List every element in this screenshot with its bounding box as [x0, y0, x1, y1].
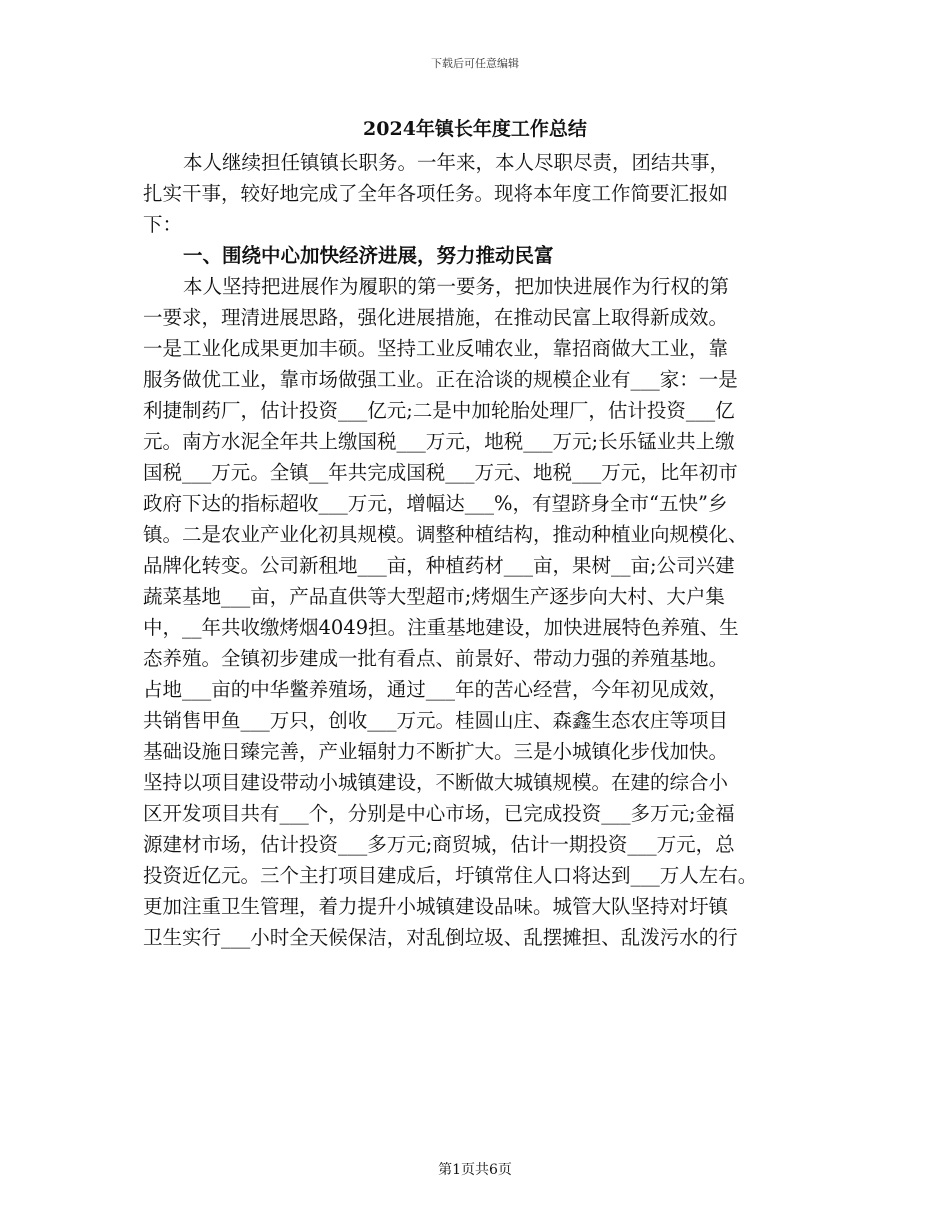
paragraph-line: 一要求，理清进展思路，强化进展措施，在推动民富上取得新成效。 [143, 306, 729, 329]
paragraph-line: 服务做优工业，靠市场做强工业。正在洽谈的规模企业有___家：一是 [143, 368, 738, 391]
paragraph-line: 本人坚持把进展作为履职的第一要务，把加快进展作为行权的第 [183, 275, 730, 298]
paragraph-line: 品牌化转变。公司新租地___亩，种植药材___亩，果树__亩;公司兴建 [143, 554, 735, 577]
paragraph-line: 本人继续担任镇镇长职务。一年来，本人尽职尽责，团结共事， [183, 151, 730, 174]
paragraph-line: 中，__年共收缴烤烟4049担。注重基地建设，加快进展特色养殖、生 [143, 616, 739, 639]
paragraph-line: 利捷制药厂，估计投资___亿元;二是中加轮胎处理厂，估计投资___亿 [143, 399, 735, 422]
paragraph-line: 态养殖。全镇初步建成一批有看点、前景好、带动力强的养殖基地。 [143, 647, 729, 670]
paragraph-line: 蔬菜基地___亩，产品直供等大型超市;烤烟生产逐步向大村、大户集 [143, 585, 725, 608]
document-title: 2024年镇长年度工作总结 [363, 118, 587, 140]
paragraph-line: 镇。二是农业产业化初具规模。调整种植结构，推动种植业向规模化、 [143, 523, 748, 546]
paragraph-line: 元。南方水泥全年共上缴国税___万元，地税___万元;长乐锰业共上缴 [143, 430, 735, 453]
document-body [143, 147, 823, 953]
paragraph-line: 基础设施日臻完善，产业辐射力不断扩大。三是小城镇化步伐加快。 [143, 740, 729, 763]
paragraph-line: 更加注重卫生管理，着力提升小城镇建设品味。城管大队坚持对圩镇 [143, 895, 729, 918]
page-number: 第1页共6页 [438, 1162, 512, 1178]
paragraph-line: 扎实干事，较好地完成了全年各项任务。现将本年度工作简要汇报如 [143, 182, 729, 205]
paragraph-line: 共销售甲鱼___万只，创收___万元。桂圆山庄、森鑫生态农庄等项目 [143, 709, 729, 732]
paragraph-line: 一是工业化成果更加丰硕。坚持工业反哺农业，靠招商做大工业，靠 [143, 337, 729, 360]
paragraph-line: 区开发项目共有___个，分别是中心市场，已完成投资___多万元;金福 [143, 802, 735, 825]
paragraph-line: 政府下达的指标超收___万元，增幅达___%，有望跻身全市“五快”乡 [143, 492, 728, 515]
section-heading: 一、围绕中心加快经济进展，努力推动民富 [183, 244, 554, 267]
paragraph-line: 占地___亩的中华鳖养殖场，通过___年的苦心经营，今年初见成效， [143, 678, 729, 701]
header-note: 下载后可任意编辑 [431, 57, 519, 70]
paragraph-line: 下： [143, 213, 183, 236]
paragraph-line: 卫生实行___小时全天候保洁，对乱倒垃圾、乱摆摊担、乱泼污水的行 [143, 926, 738, 949]
paragraph-line: 源建材市场，估计投资___多万元;商贸城，估计一期投资___万元，总 [143, 833, 735, 856]
paragraph-line: 国税___万元。全镇__年共完成国税___万元、地税___万元，比年初市 [143, 461, 738, 484]
paragraph-line: 投资近亿元。三个主打项目建成后，圩镇常住人口将达到___万人左右。 [143, 864, 758, 887]
paragraph-line: 坚持以项目建设带动小城镇建设，不断做大城镇规模。在建的综合小 [143, 771, 729, 794]
